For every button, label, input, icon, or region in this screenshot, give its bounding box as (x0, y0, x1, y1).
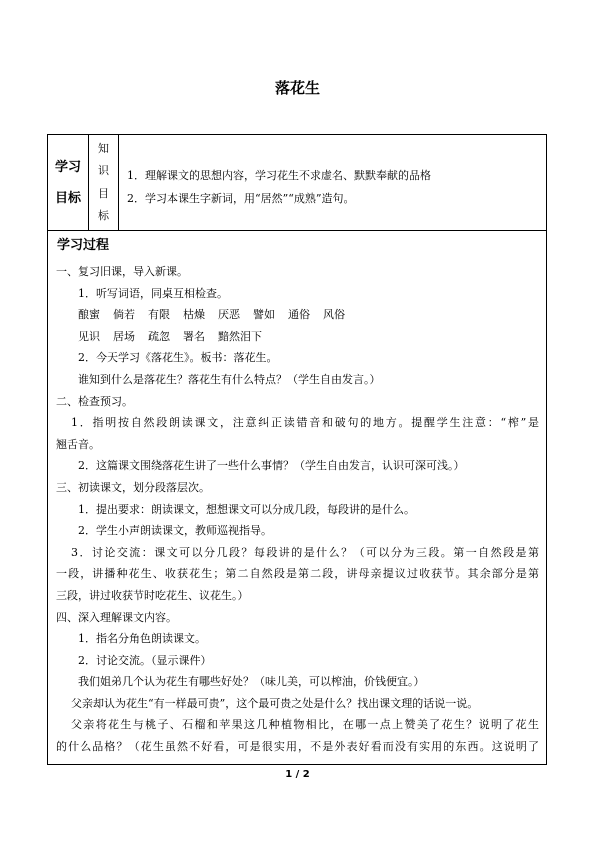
process-lines (56, 261, 539, 758)
vocab-word: 风俗 (323, 308, 345, 322)
vocab-word: 疏忽 (148, 329, 170, 343)
lesson-table (47, 134, 547, 765)
text-line: 3．讨论交流：课文可以分几段？每段讲的是什么？（可以分为三段。第一自然段是第 (71, 545, 539, 559)
document-title: 落花生 (274, 79, 320, 97)
vocab-word: 见识 (78, 329, 100, 343)
vocab-word: 酿蜜 (78, 308, 100, 322)
text-line: 1．听写词语，同桌互相检查。 (78, 286, 228, 300)
sub-label-char: 标 (98, 209, 109, 222)
text-line: 2．这篇课文围绕落花生讲了一些什么事情？（学生自由发言，认识可深可浅。） (78, 459, 465, 473)
text-line: 三段，讲过收获节时吃花生、议花生。） (56, 588, 249, 602)
knowledge-goals-label (89, 135, 119, 230)
vocab-word: 居场 (113, 329, 135, 343)
goals-list (127, 164, 431, 210)
label-line: 目标 (54, 190, 81, 206)
text-line: 1．指明按自然段朗读课文，注意纠正读错音和破句的地方。提醒学生注意：“榨”是 (71, 416, 539, 430)
vocab-word: 譬如 (253, 308, 275, 322)
vocab-word: 通俗 (288, 308, 310, 322)
text-line: 三、初读课文，划分段落层次。 (56, 480, 210, 494)
text-line: 父亲将花生与桃子、石榴和苹果这几种植物相比，在哪一点上赞美了花生？说明了花生 (71, 718, 539, 732)
text-line: 1．指名分角色朗读课文。 (78, 632, 206, 646)
vocab-word: 倘若 (113, 308, 135, 322)
goal-item: 2．学习本课生字新词，用“居然”“成熟”造句。 (127, 192, 355, 205)
vocab-row (56, 326, 539, 348)
objectives-label (48, 135, 89, 230)
vocab-word: 枯燥 (183, 308, 205, 322)
vocab-word: 黯然泪下 (218, 329, 262, 343)
vocab-word: 署名 (183, 329, 205, 343)
vocab-word: 厌恶 (218, 308, 240, 322)
sub-label-char: 目 (98, 186, 109, 200)
text-line: 2．学生小声朗读课文，教师巡视指导。 (78, 524, 272, 538)
sub-label-char: 知 (98, 141, 109, 155)
text-line: 的什么品格？（花生虽然不好看，可是很实用，不是外表好看而没有实用的东西。这说明了 (56, 740, 539, 754)
page-number: 1 / 2 (285, 769, 310, 780)
text-line: 父亲却认为花生“有一样最可贵”，这个最可贵之处是什么？找出课文理的话说一说。 (71, 696, 479, 710)
label-line: 学习 (54, 159, 81, 175)
text-line: 一段，讲播种花生、收获花生；第二自然段是第二段，讲母亲提议过收获节。其余部分是第 (56, 567, 539, 581)
text-line: 我们姐弟几个认为花生有哪些好处？（味儿美，可以榨油，价钱便宜。） (78, 675, 425, 689)
goal-item: 1．理解课文的思想内容，学习花生不求虚名、默默奉献的品格 (127, 169, 431, 182)
section-heading: 学习过程 (57, 238, 110, 253)
text-line: 2．今天学习《落花生》。板书：落花生。 (78, 351, 278, 365)
text-line: 一、复习旧课，导入新课。 (56, 265, 188, 278)
text-line: 2．讨论交流。（显示课件） (78, 653, 212, 667)
sub-label-char: 识 (98, 164, 109, 177)
text-line: 1．提出要求：朗读课文，想想课文可以分成几段，每段讲的是什么。 (78, 502, 415, 516)
vocab-word: 有限 (148, 308, 170, 322)
text-line: 翘舌音。 (56, 437, 100, 451)
text-line: 二、检查预习。 (56, 394, 133, 408)
objectives-row (48, 135, 546, 231)
text-line: 四、深入理解课文内容。 (56, 610, 177, 624)
text-line: 谁知到什么是落花生？落花生有什么特点？（学生自由发言。） (78, 372, 381, 386)
vocab-row (56, 304, 539, 326)
